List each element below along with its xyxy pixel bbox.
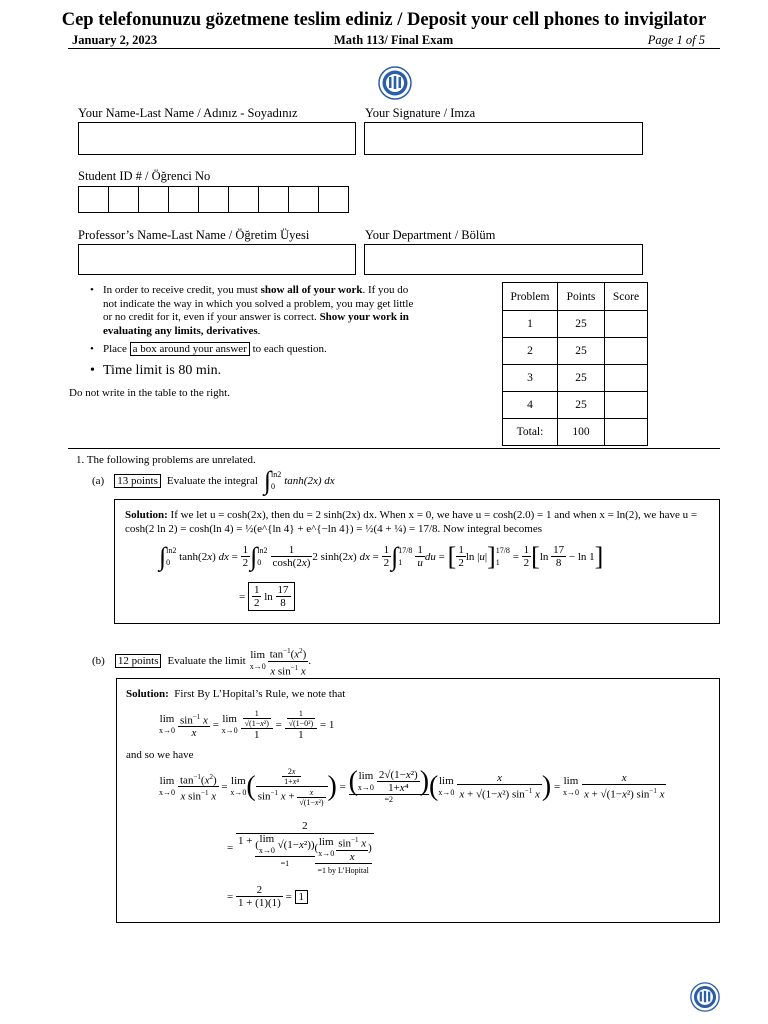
final-answer-box: 1: [295, 890, 309, 904]
instruction-time-limit: • Time limit is 80 min.: [90, 362, 420, 379]
solution-a-box: [114, 499, 720, 624]
total-points: 100: [558, 419, 605, 446]
problem-number: 4: [503, 392, 558, 419]
score-cell: [605, 338, 648, 365]
problem-number: 2: [503, 338, 558, 365]
signature-label: Your Signature / Imza: [365, 106, 476, 120]
name-field[interactable]: [78, 122, 356, 155]
score-table: [502, 282, 648, 446]
student-id-digit[interactable]: [198, 186, 229, 213]
instruction-box-answer: • Place a box around your answer to each question.: [90, 343, 420, 357]
part-b-points: 12 points: [115, 654, 162, 668]
solution-b-step3: = 2 1 + ( lim x→0 √(1−x²) ) =1 ( lim x→0 $\frac{\sin^{-1} x}{x}$ ) =1 by L’Hopital: [227, 820, 372, 875]
problem-1-intro: 1. The following problems are unrelated.: [76, 454, 256, 466]
score-cell: [605, 392, 648, 419]
header-score: Score: [605, 283, 648, 311]
solution-b-and: and so we have: [126, 749, 194, 761]
solution-a-text: Solution: If we let u = cosh(2x), then du = 2 sinh(2x) dx. When x = 0, we have u = cosh(2.0) = 1 and when x = ln(2), we have u = cosh(2 ln 2) = cosh(ln 4) = ½(e^{ln 4} + e^{−ln 4}) = ½(4 + ¼) = 17/8. Now integral becomes: [125, 509, 698, 535]
student-id-digit[interactable]: [108, 186, 139, 213]
signature-field[interactable]: [364, 122, 643, 155]
total-score-cell: [605, 419, 648, 446]
header-problem: Problem: [503, 283, 558, 311]
score-cell: [605, 365, 648, 392]
exam-date: January 2, 2023: [72, 33, 158, 47]
solution-b-answer: = $\frac{2}{1 + (1)(1)}$ = 1: [227, 884, 308, 909]
page-number: Page 1 of 5: [647, 33, 705, 47]
student-id-field[interactable]: [78, 186, 349, 213]
problem-points: 25: [558, 311, 605, 338]
department-label: Your Department / Bölüm: [365, 228, 496, 242]
student-id-label: Student ID # / Öğrenci No: [78, 169, 211, 183]
instructions: [90, 284, 420, 384]
solution-b-step1: lim x→0 $\frac{\sin^{-1} x}{x}$ = lim x→0 $\frac{\frac{1}{\text{√(1−x²)}}}{1}$ = $\frac{\frac{1}{\text{√(1−0²)}}}{1}$ = 1: [159, 709, 335, 741]
problem-points: 25: [558, 392, 605, 419]
page-title: Cep telefonunuzu gözetmene teslim ediniz / Deposit your cell phones to invigilator: [61, 10, 707, 30]
solution-b-step2: lim x→0 $\frac{\tan^{-1}(x^2)}{x \sin^{-1} x}$ = lim x→0 ( $\frac{2x}{\text{1+x⁴}}$ $\sin^{-1} x$ + $\frac{x}{\text{√(1−x²)}}$ ) = ( lim x→0 $\frac{\text{2√(1−x²)}}{\text{1+x⁴}}$ ) =2 ( lim x→0 $\frac{x}{x + √(1-x^2) \sin^{-1} x}$ ) = lim x→0 $\frac{x}{x + √(1-x^2) \sin^{-1} x}$: [159, 765, 665, 807]
section-rule: [68, 448, 720, 449]
part-a-label: (a): [92, 475, 105, 487]
part-b-prompt: [92, 646, 311, 676]
department-field[interactable]: [364, 244, 643, 275]
student-id-digit[interactable]: [138, 186, 169, 213]
course-name: Math 113/ Final Exam: [334, 33, 454, 47]
university-logo: [378, 66, 412, 100]
problem-number: 1: [503, 311, 558, 338]
student-id-digit[interactable]: [78, 186, 109, 213]
solution-a-equation: ∫ ln2 0 tanh(2x) dx = $\frac{1}{2}$ ∫ ln2 0 $\frac{1}{\cosh(2x)}$ 2 sinh(2x) dx = $\frac{1}{2}$ ∫ 17/8 1 $\frac{1}{u}$ du = [ $\frac{1}{2}$ ln |u| ] 17/8 1 = $\frac{1}{2}$ [ ln $\frac{17}{8}$ − ln 1 ]: [159, 541, 604, 571]
part-a-integral: ∫ ln2 0 tanh(2x) dx: [263, 466, 335, 495]
solution-b-text: Solution: First By L’Hopital’s Rule, we note that: [126, 688, 346, 700]
student-id-digit[interactable]: [288, 186, 319, 213]
part-b-question: Evaluate the limit: [167, 655, 246, 667]
solution-a-answer: = $\frac{1}{2}$ ln $\frac{17}{8}$: [239, 582, 295, 611]
part-b-label: (b): [92, 655, 105, 667]
table-note: Do not write in the table to the right.: [69, 387, 230, 399]
footer-logo: [690, 982, 720, 1012]
header-rule: [68, 48, 720, 49]
header-points: Points: [558, 283, 605, 311]
problem-number: 3: [503, 365, 558, 392]
name-label: Your Name-Last Name / Adınız - Soyadınız: [78, 106, 298, 120]
student-id-digit[interactable]: [318, 186, 349, 213]
part-a-question: Evaluate the integral: [166, 475, 258, 487]
student-id-digit[interactable]: [228, 186, 259, 213]
part-a-prompt: [92, 467, 335, 495]
score-cell: [605, 311, 648, 338]
solution-b-box: [116, 678, 720, 923]
problem-points: 25: [558, 365, 605, 392]
student-id-digit[interactable]: [258, 186, 289, 213]
problem-points: 25: [558, 338, 605, 365]
student-id-digit[interactable]: [168, 186, 199, 213]
part-b-limit: lim x→0 $\frac{\tan^{-1}(x^2)}{x \sin^{-1} x}$ .: [249, 646, 312, 678]
part-a-points: 13 points: [114, 474, 161, 488]
professor-label: Professor’s Name-Last Name / Öğretim Üyesi: [78, 228, 310, 242]
instruction-show-work: • In order to receive credit, you must show all of your work. If you do not indicate the way in which you solved a problem, you may get little or no credit for it, even if your answer is correct. Show your work in evaluating any limits, derivatives.: [90, 284, 420, 338]
professor-field[interactable]: [78, 244, 356, 275]
total-label: Total:: [503, 419, 558, 446]
